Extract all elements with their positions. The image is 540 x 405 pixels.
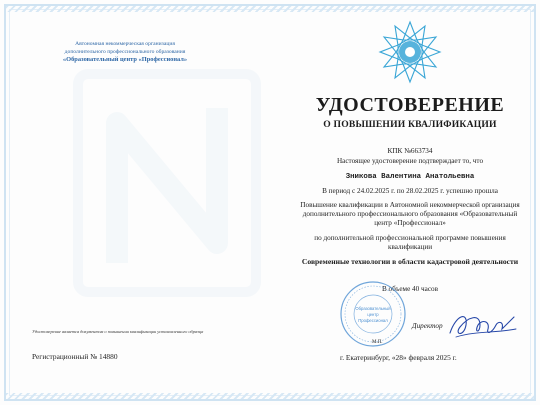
stamp-place-label: М.П.: [372, 340, 383, 345]
holder-name: Зникова Валентина Анатольевна: [345, 173, 475, 181]
round-stamp: [339, 280, 407, 348]
program-description: по дополнительной профессиональной программе повышения квалификации: [314, 234, 506, 251]
bottom-ornament: [6, 393, 534, 399]
organization-header: [40, 40, 210, 64]
letter-n-watermark: [72, 68, 262, 298]
seal-text-line-2: центр: [367, 312, 379, 317]
top-ornament: [6, 6, 534, 12]
issue-city-date: г. Екатеринбург, «28» февраля 2025 г.: [340, 353, 457, 362]
seal-text-line-3: Профессионал: [358, 318, 388, 323]
organization-name: «Образовательный центр «Профессионал»: [62, 56, 188, 63]
course-volume: В объеме 40 часов: [381, 285, 439, 293]
training-period: В период с 24.02.2025 г. по 28.02.2025 г. успешно прошла: [322, 187, 498, 195]
certificate-footnote: Удостоверение является документом о повышении квалификации установленного образца: [32, 329, 204, 334]
director-label: Директор: [412, 322, 443, 330]
director-signature: [446, 307, 518, 341]
certificate-number: КПК №663734: [387, 147, 433, 155]
organization-line-1: Автономная некоммерческая организация: [75, 41, 175, 47]
training-description: Повышение квалификации в Автономной некоммерческой организация дополнительного профессионального образования «Образовательный центр «Профессионал»: [300, 201, 520, 227]
registration-number: Регистрационный № 14880: [32, 352, 118, 361]
snowflake-star-logo: [378, 20, 442, 84]
certifies-text: Настоящее удостоверение подтверждает то, что: [336, 157, 484, 165]
organization-line-2: дополнительного профессионального образования: [64, 49, 186, 55]
course-title: Современные технологии в области кадастровой деятельности: [301, 257, 519, 266]
certificate-title: УДОСТОВЕРЕНИЕ: [315, 94, 505, 116]
seal-text-line-1: Образовательный: [355, 306, 391, 311]
certificate-subtitle: О ПОВЫШЕНИИ КВАЛИФИКАЦИИ: [323, 119, 497, 130]
